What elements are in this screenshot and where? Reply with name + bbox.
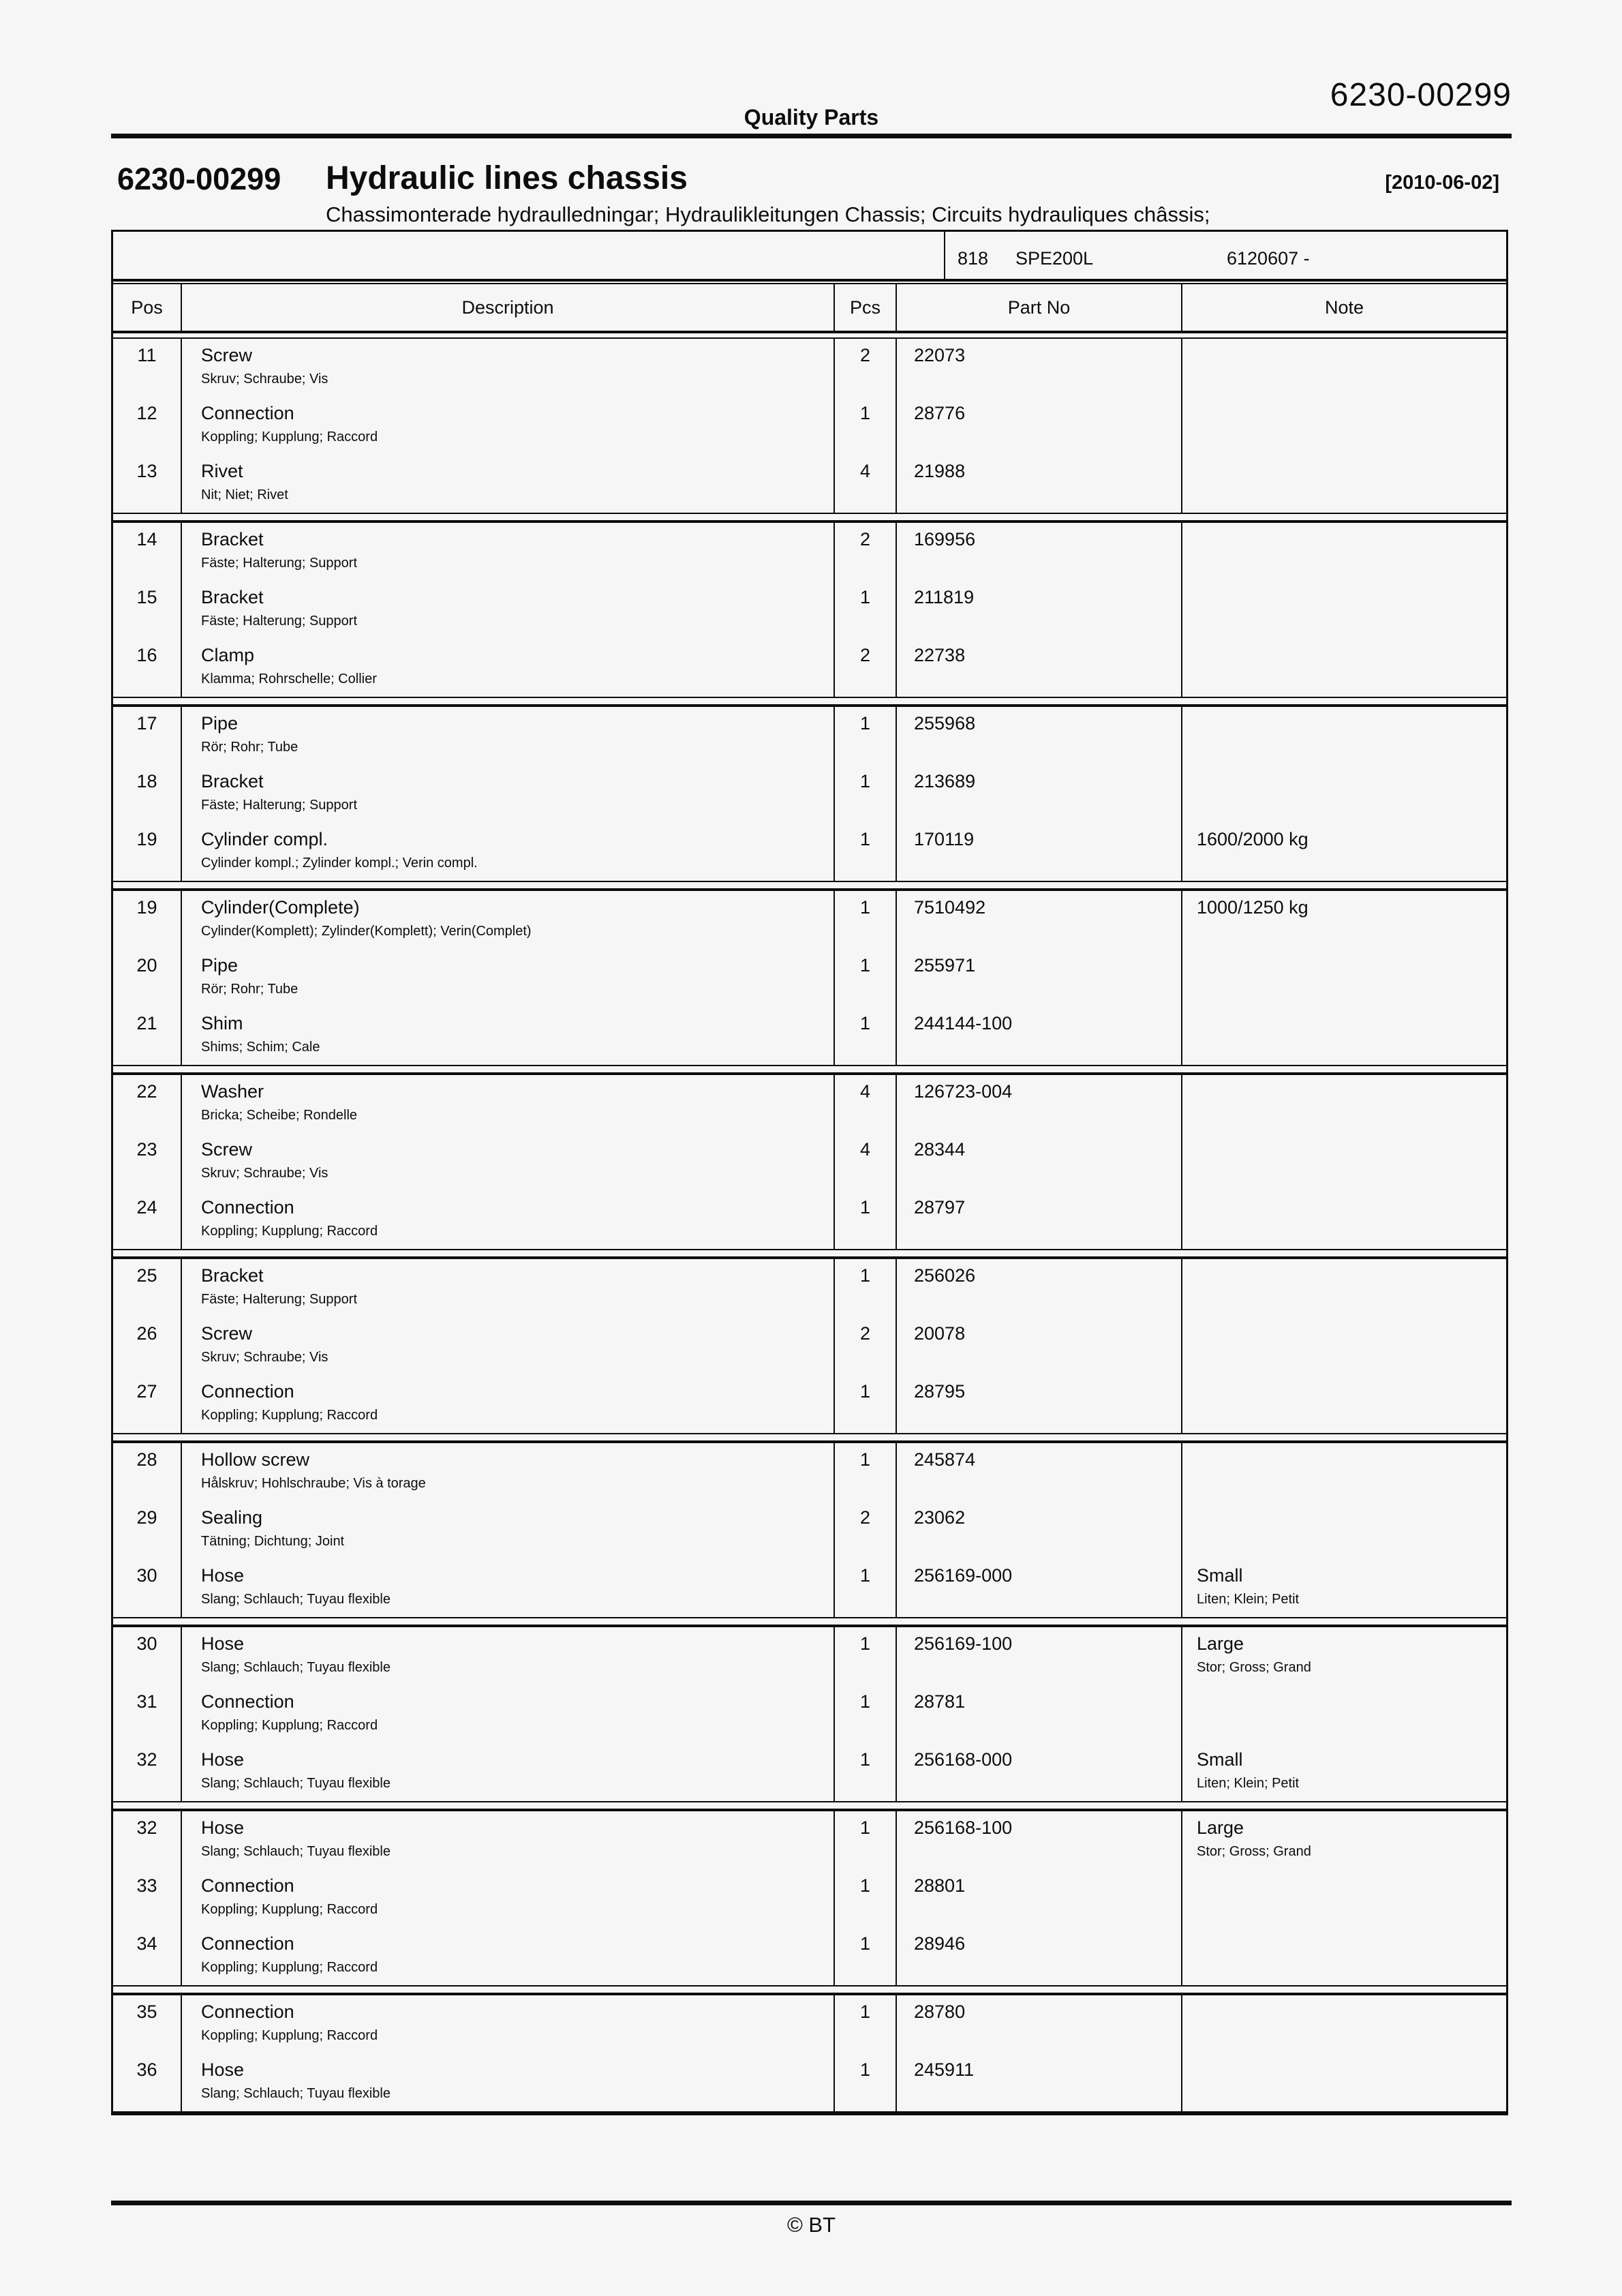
- cell-pcs: 4: [835, 455, 897, 513]
- description-translations: Koppling; Kupplung; Raccord: [201, 429, 378, 444]
- cell-pos: 15: [113, 581, 182, 639]
- group-separator: [113, 1065, 1506, 1075]
- page-subtitle: Chassimonterade hydraulledningar; Hydraulikleitungen Chassis; Circuits hydrauliques châssis;: [326, 202, 1210, 226]
- description-main: Pipe: [201, 713, 239, 734]
- cell-pos: 17: [113, 707, 182, 765]
- description-main: Rivet: [201, 461, 243, 481]
- note-main: Small: [1197, 1749, 1243, 1770]
- cell-pcs: 1: [835, 1995, 897, 2053]
- cell-note: [1182, 707, 1506, 765]
- table-row: [113, 523, 1506, 581]
- group-separator: [113, 697, 1506, 707]
- cell-pos: 28: [113, 1443, 182, 1501]
- cell-pos: 35: [113, 1995, 182, 2053]
- cell-pos: 23: [113, 1133, 182, 1191]
- cell-description: [182, 1317, 835, 1375]
- column-header-pcs: Pcs: [835, 284, 897, 331]
- cell-pcs: 1: [835, 707, 897, 765]
- cell-pcs: 2: [835, 523, 897, 581]
- page-title: Hydraulic lines chassis: [326, 160, 688, 196]
- cell-note: [1182, 765, 1506, 823]
- description-translations: Fäste; Halterung; Support: [201, 556, 358, 571]
- description-main: Hollow screw: [201, 1449, 310, 1470]
- description-main: Connection: [201, 1875, 294, 1896]
- table-row: [113, 1317, 1506, 1375]
- column-header-note: Note: [1324, 297, 1364, 318]
- cell-part-no: 28946: [897, 1927, 1182, 1985]
- cell-pcs: 1: [835, 1259, 897, 1317]
- description-translations: Koppling; Kupplung; Raccord: [201, 1408, 378, 1423]
- cell-pos: 25: [113, 1259, 182, 1317]
- cell-note: [1182, 639, 1506, 697]
- cell-part-no: 256026: [897, 1259, 1182, 1317]
- table-row: [113, 1075, 1506, 1133]
- note-main: 1000/1250 kg: [1197, 897, 1309, 918]
- description-main: Hose: [201, 2059, 245, 2080]
- cell-pos: 30: [113, 1559, 182, 1617]
- cell-description: [182, 1627, 835, 1685]
- description-main: Connection: [201, 2002, 294, 2022]
- cell-description: [182, 1075, 835, 1133]
- cell-part-no: 255971: [897, 949, 1182, 1007]
- cell-part-no: 7510492: [897, 891, 1182, 949]
- cell-description: [182, 1375, 835, 1433]
- cell-note: [1182, 2053, 1506, 2111]
- cell-description: [182, 1559, 835, 1617]
- description-translations: Skruv; Schraube; Vis: [201, 1166, 328, 1181]
- description-main: Connection: [201, 1691, 294, 1712]
- note-translations: Stor; Gross; Grand: [1197, 1844, 1311, 1859]
- note-translations: Liten; Klein; Petit: [1197, 1776, 1300, 1791]
- table-row: [113, 1927, 1506, 1985]
- cell-pos: 20: [113, 949, 182, 1007]
- footer-rule: [111, 2201, 1512, 2205]
- cell-pos: 12: [113, 397, 182, 455]
- model-serial-range: 6120607 -: [1227, 248, 1310, 269]
- doc-number-top-right: 6230-00299: [1330, 77, 1512, 113]
- description-translations: Cylinder kompl.; Zylinder kompl.; Verin compl.: [201, 856, 478, 871]
- cell-pos: 19: [113, 891, 182, 949]
- title-date: [2010-06-02]: [1385, 172, 1499, 194]
- cell-part-no: 256169-000: [897, 1559, 1182, 1617]
- parts-table: [111, 230, 1508, 2115]
- cell-part-no: 28801: [897, 1869, 1182, 1927]
- table-row: [113, 639, 1506, 697]
- cell-note: [1182, 1191, 1506, 1249]
- description-main: Bracket: [201, 771, 264, 791]
- description-main: Shim: [201, 1013, 243, 1033]
- cell-part-no: 22738: [897, 639, 1182, 697]
- description-main: Pipe: [201, 955, 239, 976]
- description-translations: Koppling; Kupplung; Raccord: [201, 1902, 378, 1917]
- table-row: [113, 823, 1506, 881]
- cell-description: [182, 1685, 835, 1743]
- description-main: Hose: [201, 1817, 245, 1838]
- cell-pcs: 1: [835, 1191, 897, 1249]
- column-header-description: Description: [182, 284, 835, 331]
- cell-pos: 33: [113, 1869, 182, 1927]
- cell-note: [1182, 1743, 1506, 1801]
- table-row: [113, 1743, 1506, 1801]
- cell-note: [1182, 891, 1506, 949]
- cell-description: [182, 1869, 835, 1927]
- table-row: [113, 339, 1506, 397]
- running-header: Quality Parts: [744, 105, 879, 130]
- group-separator: [113, 1801, 1506, 1811]
- cell-description: [182, 1443, 835, 1501]
- table-row: [113, 1501, 1506, 1559]
- description-main: Connection: [201, 1381, 294, 1402]
- description-main: Washer: [201, 1081, 264, 1102]
- header-rule: [111, 134, 1512, 138]
- cell-part-no: 20078: [897, 1317, 1182, 1375]
- cell-part-no: 28797: [897, 1191, 1182, 1249]
- cell-note: [1182, 455, 1506, 513]
- cell-note: [1182, 1443, 1506, 1501]
- cell-part-no: 256168-000: [897, 1743, 1182, 1801]
- description-main: Bracket: [201, 1265, 264, 1286]
- table-row: [113, 1811, 1506, 1869]
- cell-pcs: 4: [835, 1133, 897, 1191]
- cell-part-no: 28781: [897, 1685, 1182, 1743]
- table-row: [113, 765, 1506, 823]
- cell-description: [182, 765, 835, 823]
- cell-note: [1182, 1259, 1506, 1317]
- cell-pcs: 1: [835, 765, 897, 823]
- cell-pcs: 1: [835, 1811, 897, 1869]
- description-translations: Slang; Schlauch; Tuyau flexible: [201, 2086, 391, 2101]
- table-row: [113, 1191, 1506, 1249]
- description-translations: Nit; Niet; Rivet: [201, 487, 288, 502]
- cell-pcs: 4: [835, 1075, 897, 1133]
- table-row: [113, 1259, 1506, 1317]
- description-main: Hose: [201, 1565, 245, 1586]
- table-body: [113, 339, 1506, 2111]
- cell-pcs: 1: [835, 1007, 897, 1065]
- cell-part-no: 213689: [897, 765, 1182, 823]
- note-translations: Liten; Klein; Petit: [1197, 1592, 1300, 1607]
- cell-pcs: 1: [835, 891, 897, 949]
- cell-pos: 13: [113, 455, 182, 513]
- cell-description: [182, 455, 835, 513]
- table-header-row: [113, 283, 1506, 333]
- cell-pos: 34: [113, 1927, 182, 1985]
- cell-pcs: 1: [835, 823, 897, 881]
- model-box-divider: [944, 232, 945, 279]
- cell-part-no: 245911: [897, 2053, 1182, 2111]
- cell-part-no: 28780: [897, 1995, 1182, 2053]
- cell-description: [182, 1811, 835, 1869]
- description-translations: Koppling; Kupplung; Raccord: [201, 1224, 378, 1239]
- description-main: Hose: [201, 1749, 245, 1770]
- table-row: [113, 707, 1506, 765]
- note-main: Small: [1197, 1565, 1243, 1586]
- cell-pcs: 1: [835, 1927, 897, 1985]
- cell-pos: 32: [113, 1743, 182, 1801]
- cell-pos: 11: [113, 339, 182, 397]
- column-header-pos: Pos: [113, 284, 182, 331]
- cell-pos: 18: [113, 765, 182, 823]
- description-translations: Hålskruv; Hohlschraube; Vis à torage: [201, 1476, 426, 1491]
- cell-description: [182, 639, 835, 697]
- table-row: [113, 1627, 1506, 1685]
- cell-pcs: 2: [835, 1317, 897, 1375]
- description-translations: Rör; Rohr; Tube: [201, 982, 299, 997]
- table-row: [113, 1995, 1506, 2053]
- cell-pos: 22: [113, 1075, 182, 1133]
- cell-note: [1182, 1685, 1506, 1743]
- cell-description: [182, 1743, 835, 1801]
- model-code: 818: [958, 248, 989, 269]
- table-row: [113, 1443, 1506, 1501]
- cell-part-no: 211819: [897, 581, 1182, 639]
- description-main: Bracket: [201, 529, 264, 549]
- cell-pos: 19: [113, 823, 182, 881]
- cell-part-no: 126723-004: [897, 1075, 1182, 1133]
- cell-part-no: 22073: [897, 339, 1182, 397]
- note-main: Large: [1197, 1817, 1244, 1838]
- cell-note: [1182, 1559, 1506, 1617]
- description-main: Screw: [201, 345, 253, 365]
- description-translations: Koppling; Kupplung; Raccord: [201, 1960, 378, 1975]
- description-translations: Shims; Schim; Cale: [201, 1040, 320, 1055]
- cell-pcs: 2: [835, 639, 897, 697]
- table-row: [113, 455, 1506, 513]
- cell-description: [182, 2053, 835, 2111]
- cell-note: [1182, 949, 1506, 1007]
- cell-note: [1182, 339, 1506, 397]
- description-main: Hose: [201, 1633, 245, 1654]
- cell-pcs: 1: [835, 1685, 897, 1743]
- cell-note: [1182, 1007, 1506, 1065]
- cell-description: [182, 581, 835, 639]
- cell-note: [1182, 523, 1506, 581]
- note-translations: Stor; Gross; Grand: [1197, 1660, 1311, 1675]
- table-row: [113, 1559, 1506, 1617]
- description-main: Connection: [201, 403, 294, 423]
- cell-pos: 27: [113, 1375, 182, 1433]
- group-separator: [113, 513, 1506, 523]
- cell-pcs: 1: [835, 1443, 897, 1501]
- description-translations: Rör; Rohr; Tube: [201, 740, 299, 755]
- cell-note: [1182, 1075, 1506, 1133]
- table-row: [113, 949, 1506, 1007]
- cell-note: [1182, 1375, 1506, 1433]
- cell-pcs: 1: [835, 581, 897, 639]
- cell-pos: 14: [113, 523, 182, 581]
- description-main: Bracket: [201, 587, 264, 607]
- cell-pos: 31: [113, 1685, 182, 1743]
- cell-note: [1182, 1927, 1506, 1985]
- description-translations: Slang; Schlauch; Tuyau flexible: [201, 1844, 391, 1859]
- cell-note: [1182, 581, 1506, 639]
- table-row: [113, 1133, 1506, 1191]
- cell-pos: 36: [113, 2053, 182, 2111]
- cell-description: [182, 1995, 835, 2053]
- cell-pos: 16: [113, 639, 182, 697]
- description-main: Cylinder(Complete): [201, 897, 360, 918]
- cell-part-no: 28776: [897, 397, 1182, 455]
- group-separator: [113, 1433, 1506, 1443]
- cell-description: [182, 1259, 835, 1317]
- model-name: SPE200L: [1015, 248, 1094, 269]
- cell-part-no: 255968: [897, 707, 1182, 765]
- description-main: Screw: [201, 1323, 253, 1344]
- description-translations: Bricka; Scheibe; Rondelle: [201, 1108, 358, 1123]
- cell-note: [1182, 1317, 1506, 1375]
- cell-description: [182, 1191, 835, 1249]
- description-main: Sealing: [201, 1507, 263, 1528]
- cell-part-no: 245874: [897, 1443, 1182, 1501]
- description-translations: Cylinder(Komplett); Zylinder(Komplett); Verin(Complet): [201, 924, 532, 939]
- description-translations: Fäste; Halterung; Support: [201, 614, 358, 629]
- table-bottom-border: [113, 2111, 1506, 2115]
- table-row: [113, 1685, 1506, 1743]
- cell-description: [182, 949, 835, 1007]
- cell-part-no: 169956: [897, 523, 1182, 581]
- cell-description: [182, 707, 835, 765]
- description-translations: Koppling; Kupplung; Raccord: [201, 1718, 378, 1733]
- table-row: [113, 1007, 1506, 1065]
- cell-pcs: 2: [835, 1501, 897, 1559]
- description-main: Connection: [201, 1197, 294, 1218]
- cell-pos: 29: [113, 1501, 182, 1559]
- cell-description: [182, 339, 835, 397]
- group-separator: [113, 1249, 1506, 1259]
- group-separator: [113, 1985, 1506, 1995]
- cell-pcs: 2: [835, 339, 897, 397]
- cell-pcs: 1: [835, 2053, 897, 2111]
- cell-pcs: 1: [835, 1375, 897, 1433]
- cell-description: [182, 1133, 835, 1191]
- cell-description: [182, 891, 835, 949]
- cell-note: [1182, 1627, 1506, 1685]
- cell-description: [182, 523, 835, 581]
- cell-pos: 32: [113, 1811, 182, 1869]
- cell-pos: 21: [113, 1007, 182, 1065]
- column-header-part-no: Part No: [897, 284, 1182, 331]
- cell-pcs: 1: [835, 1559, 897, 1617]
- description-main: Cylinder compl.: [201, 829, 328, 849]
- description-translations: Fäste; Halterung; Support: [201, 798, 358, 813]
- description-translations: Skruv; Schraube; Vis: [201, 372, 328, 387]
- description-translations: Koppling; Kupplung; Raccord: [201, 2028, 378, 2043]
- cell-note: [1182, 823, 1506, 881]
- cell-part-no: 23062: [897, 1501, 1182, 1559]
- cell-pos: 24: [113, 1191, 182, 1249]
- model-box: [113, 230, 1506, 282]
- cell-part-no: 170119: [897, 823, 1182, 881]
- description-translations: Slang; Schlauch; Tuyau flexible: [201, 1776, 391, 1791]
- table-row: [113, 1375, 1506, 1433]
- note-main: Large: [1197, 1633, 1244, 1654]
- description-translations: Tätning; Dichtung; Joint: [201, 1534, 345, 1549]
- cell-description: [182, 823, 835, 881]
- cell-note: [1182, 1869, 1506, 1927]
- table-row: [113, 891, 1506, 949]
- table-row: [113, 397, 1506, 455]
- cell-description: [182, 1927, 835, 1985]
- cell-pcs: 1: [835, 1869, 897, 1927]
- group-separator: [113, 881, 1506, 891]
- cell-note: [1182, 1811, 1506, 1869]
- cell-pos: 26: [113, 1317, 182, 1375]
- cell-part-no: 21988: [897, 455, 1182, 513]
- description-main: Screw: [201, 1139, 253, 1160]
- cell-part-no: 28344: [897, 1133, 1182, 1191]
- footer-copyright: © BT: [786, 2213, 836, 2237]
- description-main: Clamp: [201, 645, 255, 665]
- cell-pcs: 1: [835, 397, 897, 455]
- description-main: Connection: [201, 1933, 294, 1954]
- group-separator: [113, 1617, 1506, 1627]
- cell-pcs: 1: [835, 1627, 897, 1685]
- cell-pcs: 1: [835, 949, 897, 1007]
- cell-description: [182, 1007, 835, 1065]
- cell-description: [182, 397, 835, 455]
- cell-note: [1182, 1133, 1506, 1191]
- cell-description: [182, 1501, 835, 1559]
- cell-note: [1182, 1995, 1506, 2053]
- cell-part-no: 256168-100: [897, 1811, 1182, 1869]
- cell-note: [1182, 1501, 1506, 1559]
- cell-note: [1182, 397, 1506, 455]
- cell-part-no: 256169-100: [897, 1627, 1182, 1685]
- title-code: 6230-00299: [117, 162, 281, 196]
- note-main: 1600/2000 kg: [1197, 829, 1309, 849]
- description-translations: Slang; Schlauch; Tuyau flexible: [201, 1592, 391, 1607]
- description-translations: Fäste; Halterung; Support: [201, 1292, 358, 1307]
- table-row: [113, 2053, 1506, 2111]
- cell-pcs: 1: [835, 1743, 897, 1801]
- cell-part-no: 244144-100: [897, 1007, 1182, 1065]
- table-row: [113, 1869, 1506, 1927]
- description-translations: Skruv; Schraube; Vis: [201, 1350, 328, 1365]
- cell-pos: 30: [113, 1627, 182, 1685]
- cell-part-no: 28795: [897, 1375, 1182, 1433]
- description-translations: Slang; Schlauch; Tuyau flexible: [201, 1660, 391, 1675]
- table-row: [113, 581, 1506, 639]
- description-translations: Klamma; Rohrschelle; Collier: [201, 671, 377, 686]
